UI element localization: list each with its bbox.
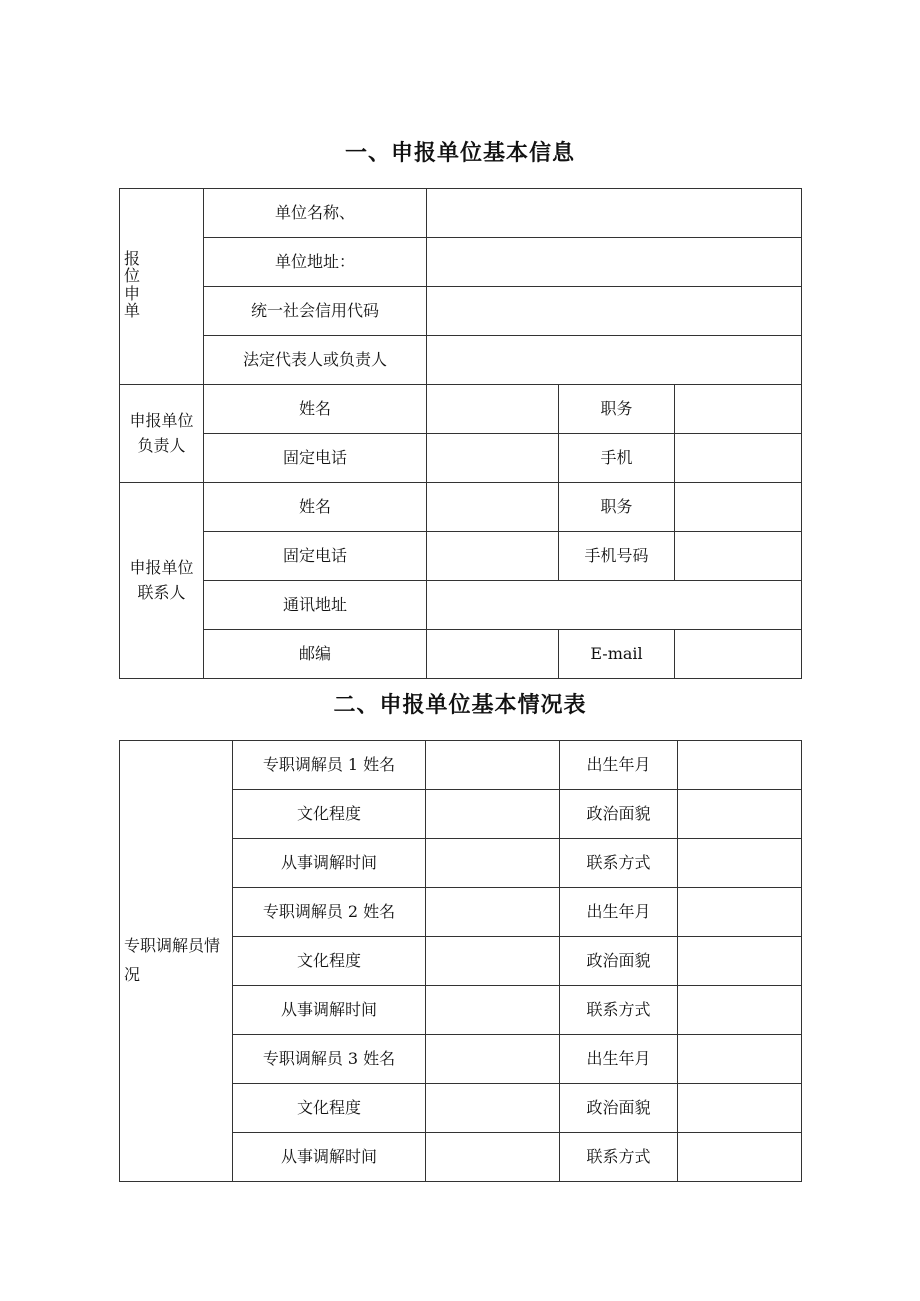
mediator2-birth-label: 出生年月 — [560, 888, 678, 937]
mediator3-politics-label: 政治面貌 — [560, 1084, 678, 1133]
legal-rep-field[interactable] — [427, 336, 802, 385]
mediator1-time-label: 从事调解时间 — [233, 839, 426, 888]
mediator2-name-field[interactable] — [426, 888, 560, 937]
mediator2-time-label: 从事调解时间 — [233, 986, 426, 1035]
contact-postcode-field[interactable] — [427, 630, 559, 679]
credit-code-field[interactable] — [427, 287, 802, 336]
mediator2-politics-label: 政治面貌 — [560, 937, 678, 986]
mediator3-name-field[interactable] — [426, 1035, 560, 1084]
section1-title: 一、申报单位基本信息 — [344, 141, 575, 166]
unit-address-label: 单位地址： — [204, 238, 427, 287]
mediator1-politics-label: 政治面貌 — [560, 790, 678, 839]
mediator3-time-field[interactable] — [426, 1133, 560, 1182]
contact-address-label: 通讯地址 — [204, 581, 427, 630]
mediator2-contact-field[interactable] — [678, 986, 802, 1035]
unit-info-table — [119, 188, 802, 679]
mediator2-education-label: 文化程度 — [233, 937, 426, 986]
mediator3-education-label: 文化程度 — [233, 1084, 426, 1133]
mediator2-education-field[interactable] — [426, 937, 560, 986]
unit-name-field[interactable] — [427, 189, 802, 238]
mediator-group-label — [120, 741, 233, 1182]
contact-position-label: 职务 — [559, 483, 675, 532]
legal-rep-label: 法定代表人或负责人 — [204, 336, 427, 385]
mediator1-contact-field[interactable] — [678, 839, 802, 888]
contact-mobile-label: 手机号码 — [559, 532, 675, 581]
head-mobile-label: 手机 — [559, 434, 675, 483]
head-name-label: 姓名 — [204, 385, 427, 434]
mediator3-politics-field[interactable] — [678, 1084, 802, 1133]
mediator-table — [119, 740, 802, 1182]
head-position-field[interactable] — [675, 385, 802, 434]
head-mobile-field[interactable] — [675, 434, 802, 483]
head-position-label: 职务 — [559, 385, 675, 434]
contact-phone-label: 固定电话 — [204, 532, 427, 581]
mediator2-politics-field[interactable] — [678, 937, 802, 986]
contact-postcode-label: 邮编 — [204, 630, 427, 679]
contact-email-label: E-mail — [559, 630, 675, 679]
mediator2-contact-label: 联系方式 — [560, 986, 678, 1035]
mediator3-time-label: 从事调解时间 — [233, 1133, 426, 1182]
mediator1-education-label: 文化程度 — [233, 790, 426, 839]
unit-name-label: 单位名称、 — [204, 189, 427, 238]
mediator3-name-label: 专职调解员 3 姓名 — [233, 1035, 426, 1084]
section2-title: 二、申报单位基本情况表 — [333, 693, 587, 718]
mediator2-time-field[interactable] — [426, 986, 560, 1035]
contact-name-label: 姓名 — [204, 483, 427, 532]
contact-email-field[interactable] — [675, 630, 802, 679]
contact-phone-field[interactable] — [427, 532, 559, 581]
mediator1-education-field[interactable] — [426, 790, 560, 839]
credit-code-label: 统一社会信用代码 — [204, 287, 427, 336]
mediator-group-text: 专职调解员情况 — [124, 936, 221, 984]
contact-address-field[interactable] — [427, 581, 802, 630]
mediator3-birth-field[interactable] — [678, 1035, 802, 1084]
mediator3-birth-label: 出生年月 — [560, 1035, 678, 1084]
contact-group-label — [120, 483, 204, 679]
contact-name-field[interactable] — [427, 483, 559, 532]
head-phone-label: 固定电话 — [204, 434, 427, 483]
head-phone-field[interactable] — [427, 434, 559, 483]
mediator3-contact-field[interactable] — [678, 1133, 802, 1182]
head-group-text: 申报单位负责人 — [129, 410, 194, 455]
mediator1-name-label: 专职调解员 1 姓名 — [233, 741, 426, 790]
head-group-label — [120, 385, 204, 483]
mediator3-contact-label: 联系方式 — [560, 1133, 678, 1182]
mediator2-birth-field[interactable] — [678, 888, 802, 937]
contact-mobile-field[interactable] — [675, 532, 802, 581]
unit-address-field[interactable] — [427, 238, 802, 287]
mediator1-name-field[interactable] — [426, 741, 560, 790]
mediator1-politics-field[interactable] — [678, 790, 802, 839]
mediator1-contact-label: 联系方式 — [560, 839, 678, 888]
mediator1-time-field[interactable] — [426, 839, 560, 888]
head-name-field[interactable] — [427, 385, 559, 434]
mediator3-education-field[interactable] — [426, 1084, 560, 1133]
mediator1-birth-field[interactable] — [678, 741, 802, 790]
contact-position-field[interactable] — [675, 483, 802, 532]
mediator2-name-label: 专职调解员 2 姓名 — [233, 888, 426, 937]
mediator1-birth-label: 出生年月 — [560, 741, 678, 790]
unit-group-label: 报 位 申 单 — [120, 189, 204, 385]
contact-group-text: 申报单位联系人 — [129, 557, 194, 602]
